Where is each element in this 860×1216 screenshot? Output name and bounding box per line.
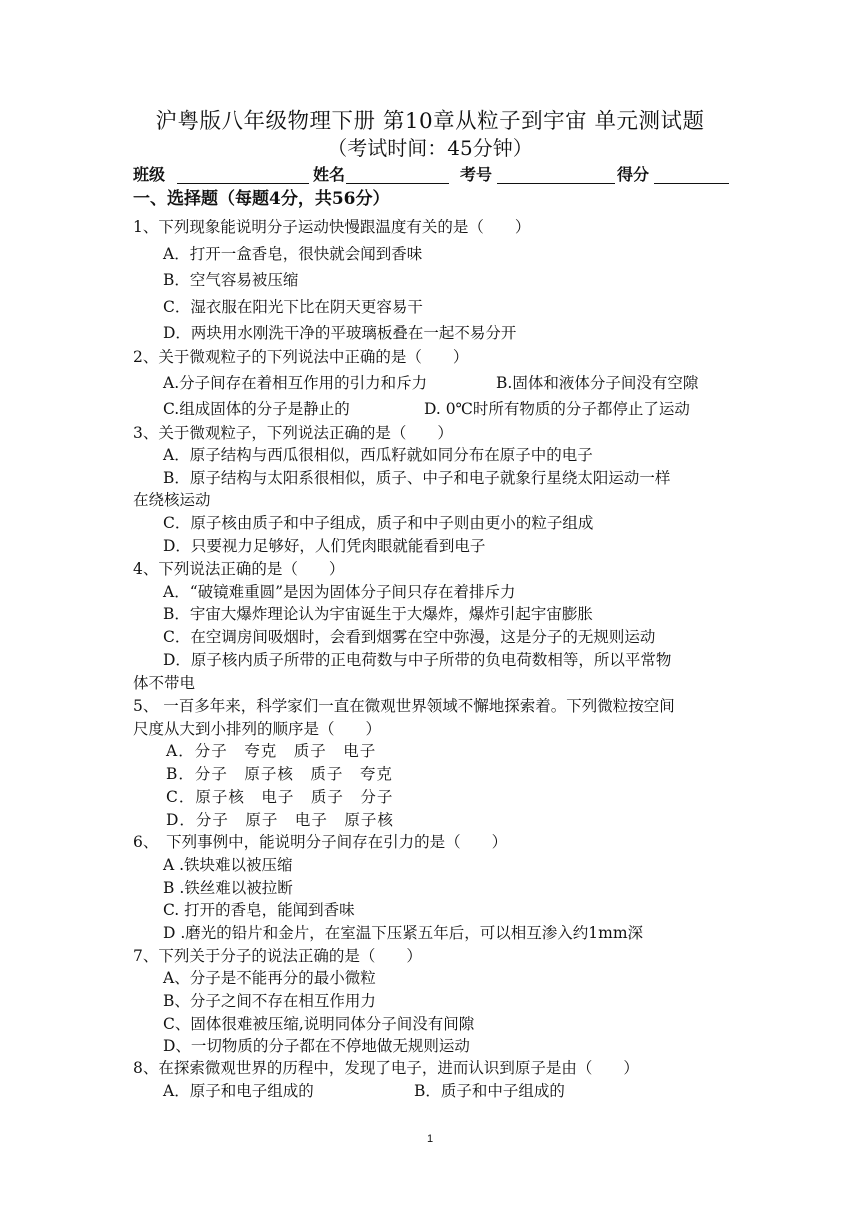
question-2-option-d: D. 0℃时所有物质的分子都停止了运动 (424, 400, 690, 418)
question-5-stem-continued: 尺度从大到小排列的顺序是（ ） (133, 720, 382, 738)
question-1-option-d: D．两块用水刚洗干净的平玻璃板叠在一起不易分开 (163, 324, 517, 342)
score-label: 得分 (617, 165, 650, 184)
question-8-option-a: A．原子和电子组成的 (163, 1082, 314, 1100)
question-4-stem: 4、下列说法正确的是（ ） (133, 560, 345, 578)
exam-no-label: 考号 (460, 165, 493, 184)
question-2-option-c: C.组成固体的分子是静止的 (163, 400, 350, 418)
question-7-option-b: B、分子之间不存在相互作用力 (163, 992, 376, 1010)
exam-time-subtitle: （考试时间：45分钟） (327, 136, 533, 160)
question-3-option-d: D．只要视力足够好，人们凭肉眼就能看到电子 (163, 537, 486, 555)
class-label: 班级 (133, 165, 166, 184)
question-3-option-b-continued: 在绕核运动 (133, 491, 211, 509)
page-number: 1 (426, 1133, 434, 1145)
class-blank (177, 183, 309, 184)
question-7-option-a: A、分子是不能再分的最小微粒 (163, 969, 376, 987)
question-8-stem: 8、在探索微观世界的历程中，发现了电子，进而认识到原子是由（ ） (133, 1059, 639, 1077)
question-5-stem: 5、 一百多年来，科学家们一直在微观世界领域不懈地探索着。下列微粒按空间 (133, 697, 675, 715)
question-7-option-d: D、一切物质的分子都在不停地做无规则运动 (163, 1037, 470, 1055)
question-4-option-d: D．原子核内质子所带的正电荷数与中子所带的负电荷数相等，所以平常物 (163, 651, 672, 669)
question-1-option-a: A．打开一盒香皂，很快就会闻到香味 (163, 245, 423, 263)
question-7-option-c: C、固体很难被压缩,说明同体分子间没有间隙 (163, 1015, 475, 1033)
question-3-option-a: A．原子结构与西瓜很相似，西瓜籽就如同分布在原子中的电子 (163, 446, 593, 464)
question-6-option-c: C. 打开的香皂，能闻到香味 (163, 901, 355, 919)
question-4-option-b: B．宇宙大爆炸理论认为宇宙诞生于大爆炸，爆炸引起宇宙膨胀 (163, 605, 593, 623)
question-3-option-b: B．原子结构与太阳系很相似，质子、中子和电子就象行星绕太阳运动一样 (163, 469, 671, 487)
question-5-option-d: D．分子 原子 电子 原子核 (166, 811, 394, 829)
document-title: 沪粤版八年级物理下册 第10章从粒子到宇宙 单元测试题 (155, 109, 705, 134)
question-1-stem: 1、下列现象能说明分子运动快慢跟温度有关的是（ ） (133, 218, 531, 236)
question-4-option-d-continued: 体不带电 (133, 674, 196, 692)
question-2-option-a: A.分子间存在着相互作用的引力和斥力 (163, 374, 428, 392)
question-4-option-c: C．在空调房间吸烟时，会看到烟雾在空中弥漫，这是分子的无规则运动 (163, 628, 656, 646)
question-7-stem: 7、下列关于分子的说法正确的是（ ） (133, 947, 422, 965)
question-2-stem: 2、关于微观粒子的下列说法中正确的是（ ） (133, 348, 469, 366)
question-1-option-c: C．湿衣服在阳光下比在阴天更容易干 (163, 298, 423, 316)
question-3-option-c: C．原子核由质子和中子组成，质子和中子则由更小的粒子组成 (163, 514, 594, 532)
name-label: 姓名 (313, 165, 346, 184)
exam-no-blank (497, 183, 615, 184)
question-2-option-b: B.固体和液体分子间没有空隙 (496, 374, 699, 392)
question-6-option-d: D .磨光的铅片和金片，在室温下压紧五年后，可以相互渗入约1mm深 (163, 924, 644, 942)
question-3-stem: 3、关于微观粒子，下列说法正确的是（ ） (133, 424, 453, 442)
name-blank (346, 183, 449, 184)
section-heading: 一、选择题（每题4分，共56分） (133, 189, 390, 209)
question-5-option-c: C．原子核 电子 质子 分子 (166, 788, 394, 806)
student-info-line (133, 164, 733, 188)
question-5-option-a: A．分子 夸克 质子 电子 (166, 742, 377, 760)
question-5-option-b: B．分子 原子核 质子 夸克 (166, 765, 393, 783)
question-1-option-b: B．空气容易被压缩 (163, 271, 299, 289)
question-6-option-b: B .铁丝难以被拉断 (163, 879, 293, 897)
question-6-option-a: A .铁块难以被压缩 (163, 856, 293, 874)
question-4-option-a: A．“破镜难重圆”是因为固体分子间只存在着排斥力 (163, 583, 516, 601)
score-blank (654, 183, 729, 184)
question-6-stem: 6、 下列事例中，能说明分子间存在引力的是（ ） (133, 833, 508, 851)
question-8-option-b: B．质子和中子组成的 (414, 1082, 565, 1100)
